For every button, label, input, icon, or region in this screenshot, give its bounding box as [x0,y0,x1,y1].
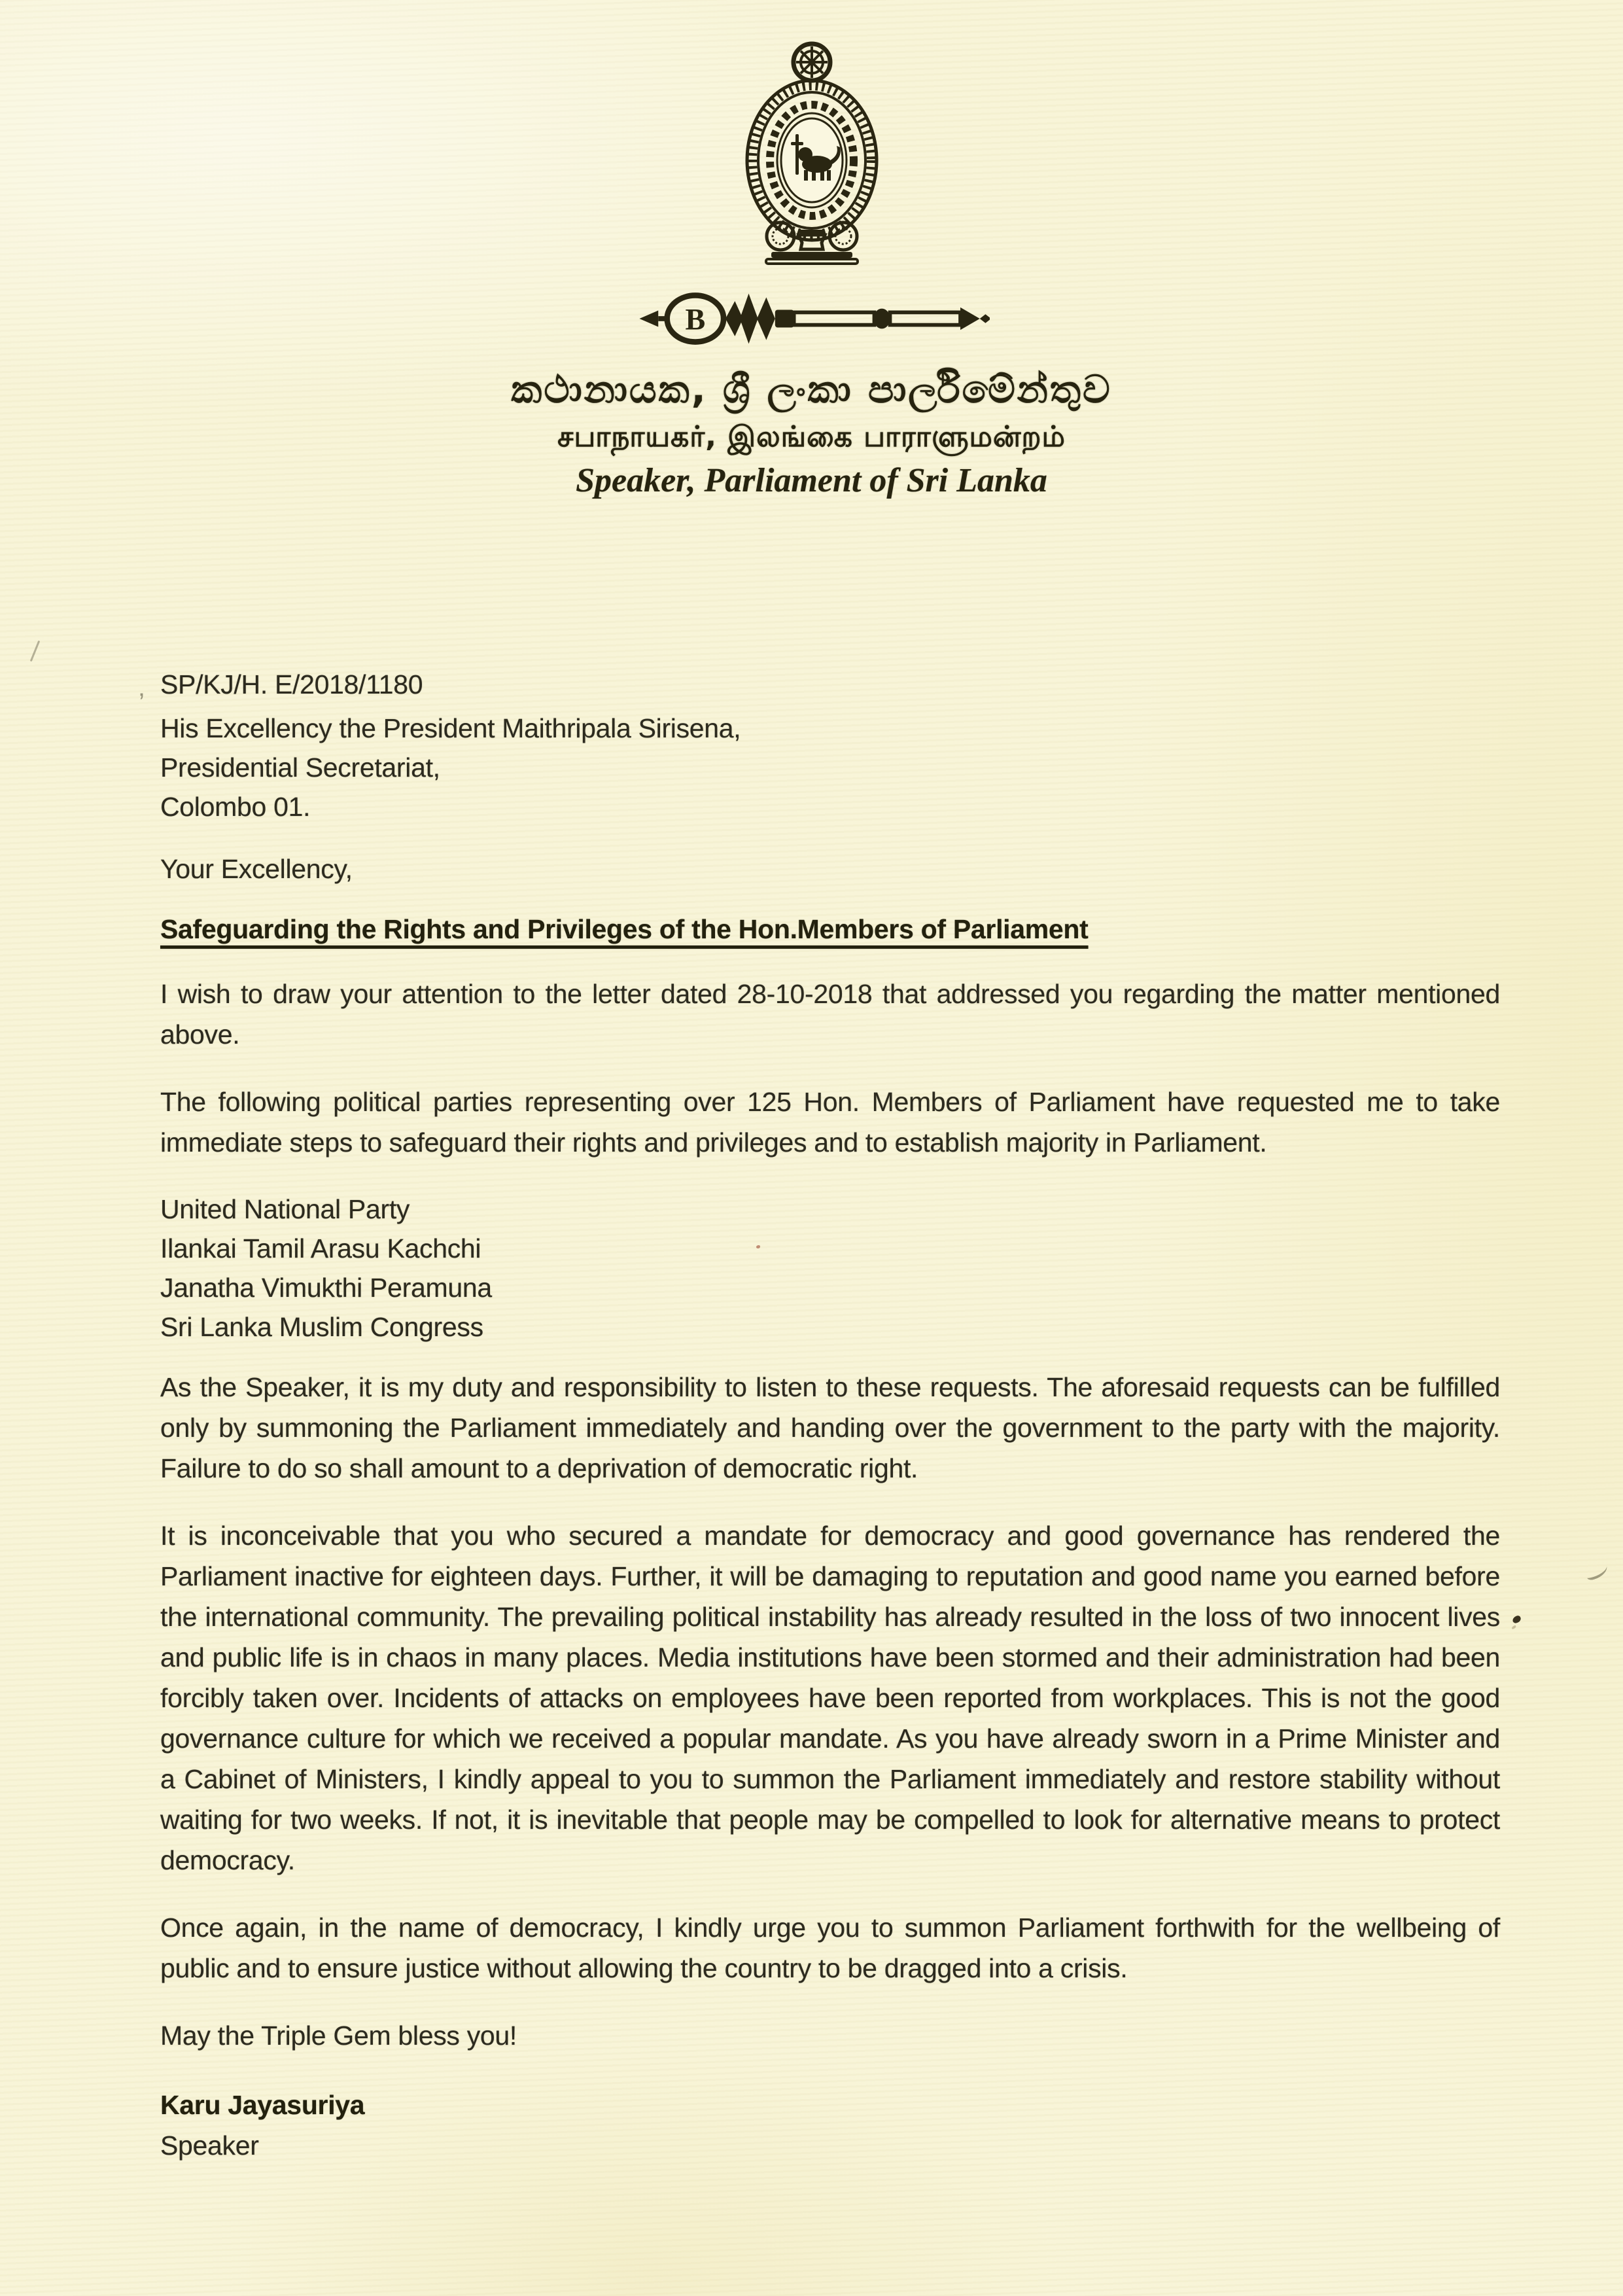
signatory-title: Speaker [160,2130,259,2161]
letter-body [160,664,1500,2166]
party-list-item: Sri Lanka Muslim Congress [160,1312,483,1342]
paragraph: As the Speaker, it is my duty and responsibility to listen to these requests. The aforesaid requests can be fulfilled only by summoning the Parliament immediately and handing over the government to the party with the majority. Failure to do so shall amount to a deprivation of democratic right. [160,1372,1500,1483]
letterhead-title-sinhala: කථානායක, ශ්‍රී ලංකා පාර්ලිමේන්තුව [511,367,1112,412]
letterhead-title-english: Speaker, Parliament of Sri Lanka [576,462,1047,499]
subject-line: Safeguarding the Rights and Privileges of the Hon.Members of Parliament [160,914,1089,944]
paragraph: It is inconceivable that you who secured a mandate for democracy and good governance has rendered the Parliament inactive for eighteen days. Further, it will be damaging to reputation and good name you earned before the international community. The prevailing political instability has already resulted in the loss of two innocent lives and public life is in chaos in many places. Media institutions have been stormed and their administration had been forcibly taken over. Incidents of attacks on employees have been reported from workplaces. This is not the good governance culture for which we received a popular mandate. As you have already sworn in a Prime Minister and a Cabinet of Ministers, I kindly appeal to you to summon the Parliament immediately and restore stability without waiting for two weeks. If not, it is inevitable that people may be compelled to look for alternative means to protect democracy. [160,1521,1500,1875]
pen-tick-mark [1584,1562,1610,1581]
reference-number: SP/KJ/H. E/2018/1180 [160,669,423,699]
paragraph: I wish to draw your attention to the letter dated 28-10-2018 that addressed you regarding the matter mentioned above. [160,979,1500,1050]
address-line: Presidential Secretariat, [160,752,440,783]
party-list-item: United National Party [160,1194,410,1224]
closing-blessing: May the Triple Gem bless you! [160,2021,517,2051]
sri-lanka-national-emblem-icon [733,36,890,265]
party-list-item: Ilankai Tamil Arasu Kachchi [160,1233,481,1263]
scan-mark [30,641,41,662]
paragraph: The following political parties representing over 125 Hon. Members of Parliament have requested me to take immediate steps to safeguard their rights and privileges and to establish majority in Parliament. [160,1087,1500,1157]
recipient-address [160,709,1500,826]
party-list-item: Janatha Vimukthi Peramuna [160,1273,492,1303]
letterhead-title-tamil: சபாநாயகர், இலங்கை பாராளுமன்றம் [557,420,1066,453]
ink-speck [1511,1615,1522,1625]
parliament-mace-icon [633,287,990,350]
letterhead [0,0,1623,499]
signatory-name: Karu Jayasuriya [160,2090,365,2120]
address-line: Colombo 01. [160,792,311,822]
svg-text:B: B [685,302,706,336]
address-line: His Excellency the President Maithripala Sirisena, [160,713,741,743]
salutation: Your Excellency, [160,854,353,884]
paragraph: Once again, in the name of democracy, I kindly urge you to summon Parliament forthwith for the wellbeing of public and to ensure justice without allowing the country to be dragged into a crisis. [160,1913,1500,1983]
scan-mark: ’ [139,688,145,717]
party-list [160,1190,1500,1347]
